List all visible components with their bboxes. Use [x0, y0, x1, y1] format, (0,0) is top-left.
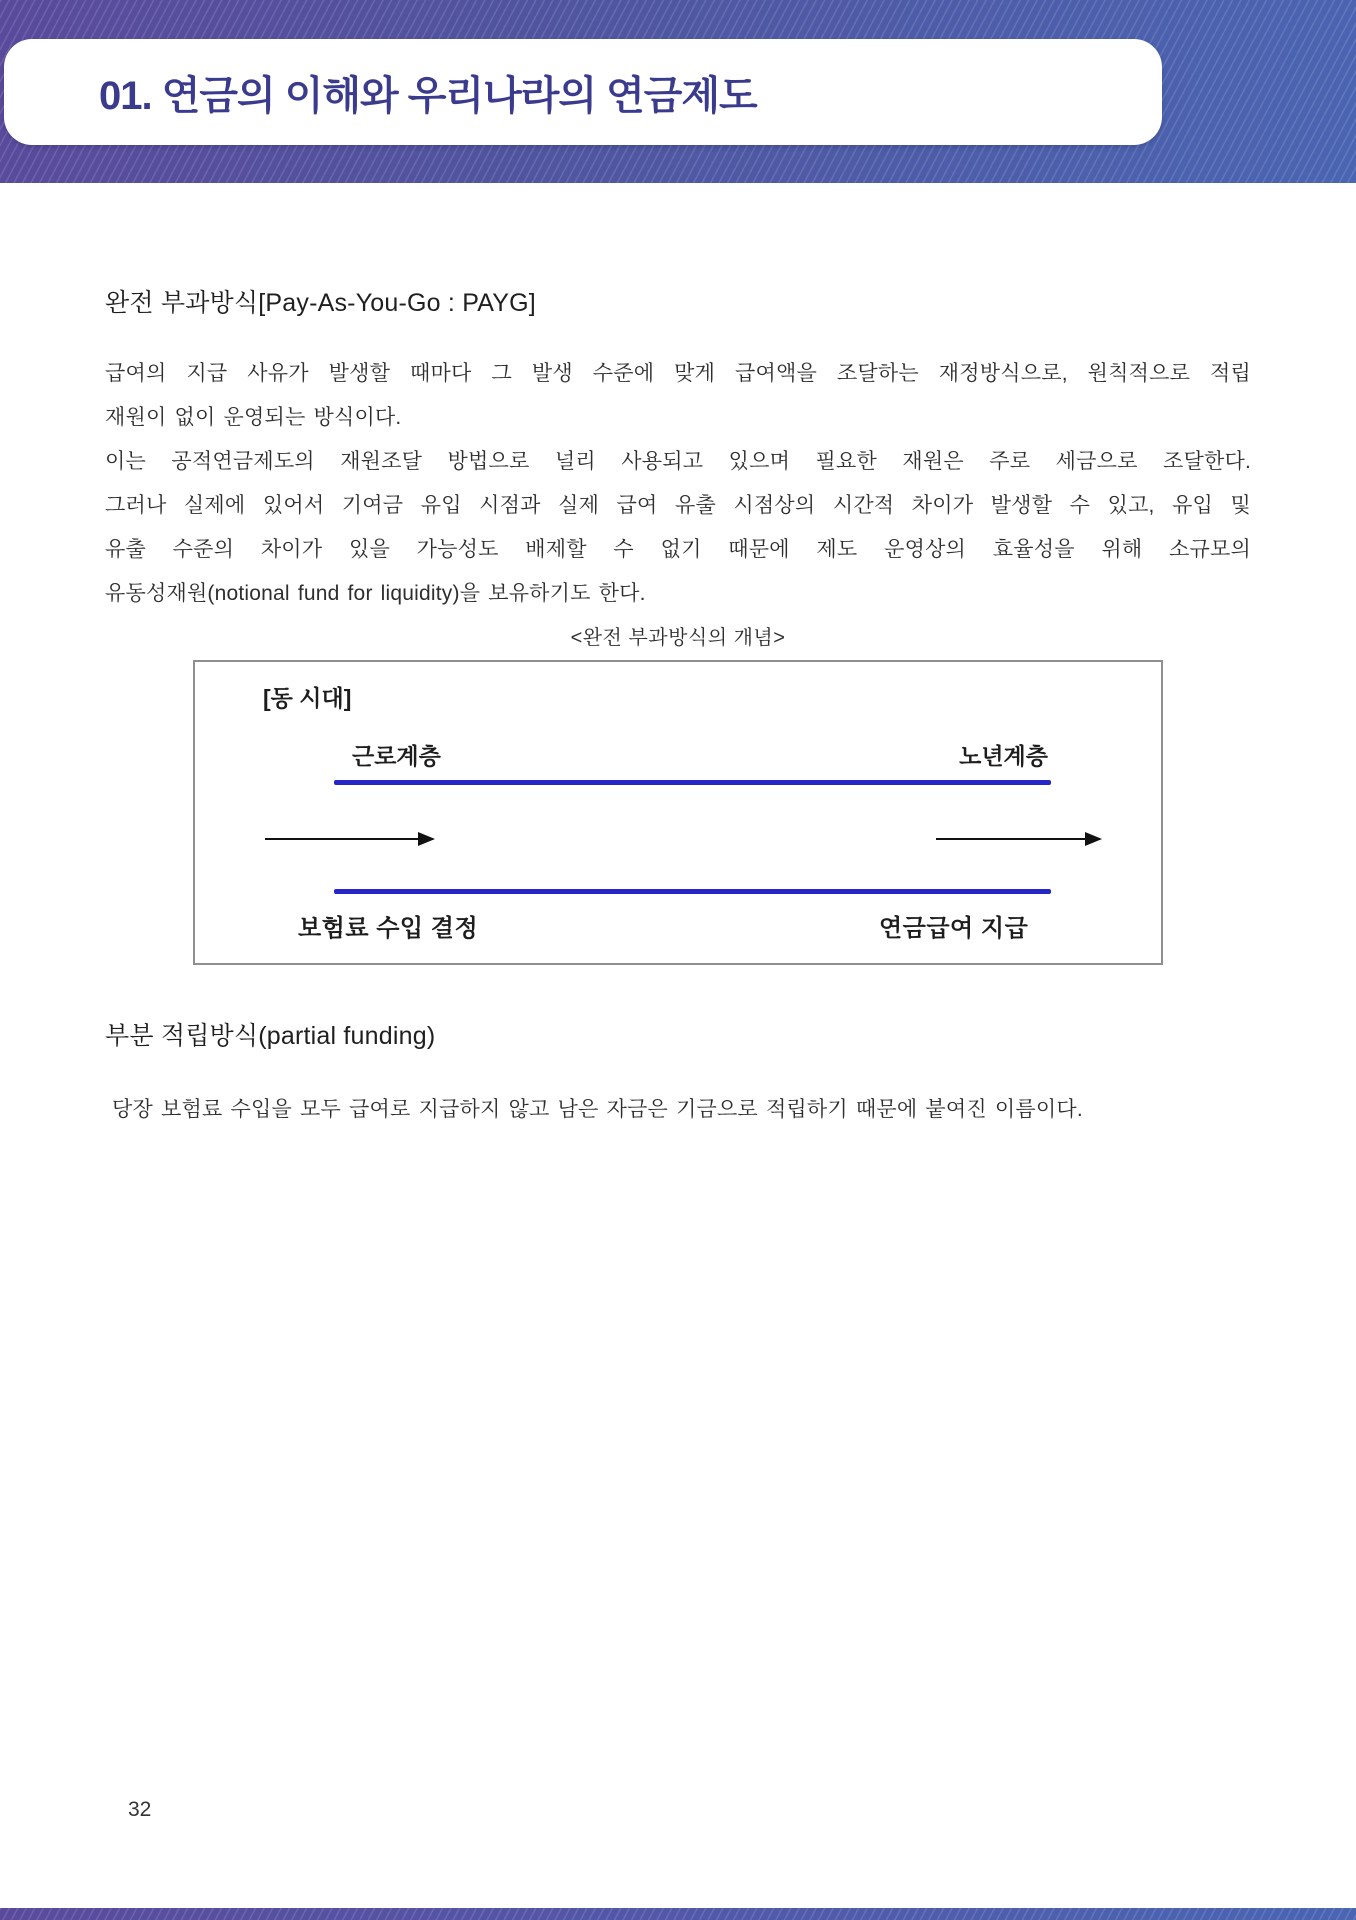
diagram-caption: <완전 부과방식의 개념>	[570, 627, 786, 649]
payg-heading: 완전 부과방식[Pay-As-You-Go : PAYG]	[105, 289, 536, 317]
right-arrow-icon	[936, 838, 1100, 840]
paragraph-line: 그러나 실제에 있어서 기여금 유입 시점과 실제 급여 유출 시점상의 시간적 차이가 발생할 수 있고, 유입 및	[105, 494, 1251, 517]
premium-income-label: 보험료 수입 결정	[298, 915, 479, 942]
worker-generation-label: 근로계층	[352, 743, 441, 769]
payg-concept-diagram	[193, 660, 1163, 965]
elder-generation-label: 노년계층	[959, 743, 1048, 769]
paragraph-line: 재원이 없이 운영되는 방식이다.	[105, 406, 402, 429]
paragraph-line: 급여의 지급 사유가 발생할 때마다 그 발생 수준에 맞게 급여액을 조달하는 재정방식으로, 원칙적으로 적립	[105, 362, 1251, 385]
partial-funding-heading: 부분 적립방식(partial funding)	[105, 1022, 436, 1050]
page-number: 32	[128, 1798, 152, 1821]
era-label: [동 시대]	[263, 685, 352, 711]
chapter-title-box	[4, 39, 1162, 145]
paragraph-line: 유동성재원(notional fund for liquidity)을 보유하기도 한다.	[105, 582, 646, 605]
paragraph-line: 유출 수준의 차이가 있을 가능성도 배제할 수 없기 때문에 제도 운영상의 효율성을 위해 소규모의	[105, 538, 1251, 561]
left-arrow-icon	[265, 838, 433, 840]
timeline-line-top	[334, 780, 1051, 785]
paragraph-line: 이는 공적연금제도의 재원조달 방법으로 널리 사용되고 있으며 필요한 재원은 주로 세금으로 조달한다.	[105, 450, 1251, 473]
chapter-title: 01. 연금의 이해와 우리나라의 연금제도	[99, 73, 757, 118]
footer-band	[0, 1908, 1356, 1920]
payg-paragraphs	[105, 352, 1251, 616]
timeline-line-bottom	[334, 889, 1051, 894]
pension-benefit-label: 연금급여 지급	[879, 915, 1029, 942]
partial-funding-body: 당장 보험료 수입을 모두 급여로 지급하지 않고 남은 자금은 기금으로 적립하기 때문에 붙여진 이름이다.	[112, 1098, 1083, 1121]
header-band	[0, 0, 1356, 183]
